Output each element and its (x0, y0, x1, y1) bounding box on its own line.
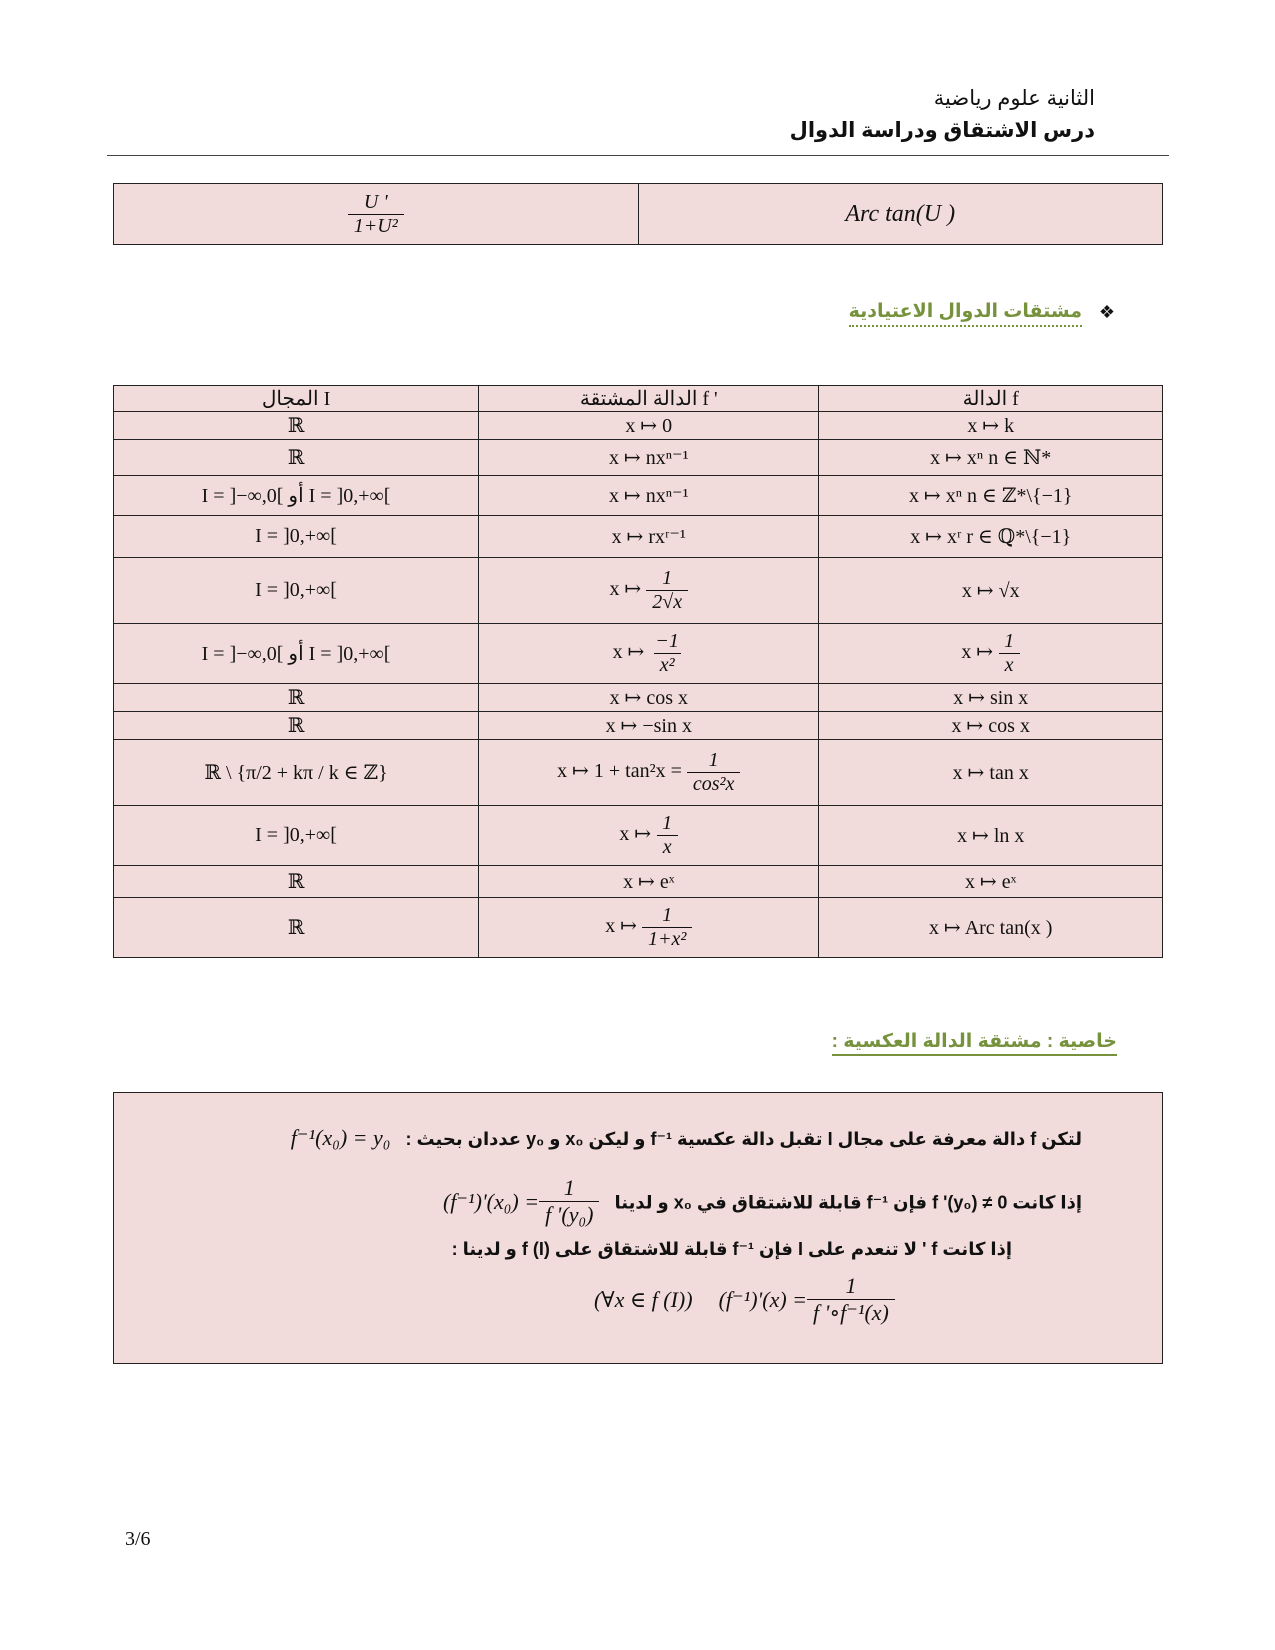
numerator: 1 (662, 567, 673, 589)
derivative-prefix: x ↦ 1 + tan²x = (557, 760, 682, 783)
arctan-u-function: Arc tan(U ) (638, 184, 1163, 245)
numerator: 1 (845, 1273, 857, 1298)
derivative-prefix: x ↦ (619, 823, 652, 846)
denominator: f '∘f⁻¹(x) (807, 1299, 895, 1326)
denominator: f '(y₀) (539, 1201, 599, 1228)
formula-lhs: (f⁻¹)'(x₀) = (442, 1188, 540, 1214)
derivative-cell: x ↦ rxʳ⁻¹ (479, 516, 819, 558)
function-cell: x ↦ sin x (819, 684, 1163, 712)
inverse-derivative-title: خاصية : مشتقة الدالة العكسية : (832, 1030, 1117, 1056)
domain-cell: I = ]0,+∞[ (114, 558, 479, 624)
denominator: 1+x² (642, 927, 692, 951)
function-cell: x ↦ xʳ r ∈ ℚ*\{−1} (819, 516, 1163, 558)
table-row (114, 440, 1163, 476)
property-line-3: إذا كانت f ' لا تنعدم على I فإن f⁻¹ قابلة للاشتقاق على f (I) و لدينا : (451, 1239, 1012, 1259)
domain-cell: I = ]0,+∞[ (114, 806, 479, 866)
function-cell: x ↦ Arc tan(x ) (819, 898, 1163, 958)
table-row (114, 712, 1163, 740)
derivative-cell: x ↦ 0 (479, 412, 819, 440)
fraction (642, 904, 692, 951)
derivative-cell: x ↦ cos x (479, 684, 819, 712)
property-line-1-math: f⁻¹(x₀) = y₀ (290, 1125, 391, 1150)
numerator: 1 (563, 1175, 575, 1200)
derivative-cell: x ↦ −sin x (479, 712, 819, 740)
function-cell: x ↦ eˣ (819, 866, 1163, 898)
function-prefix: x ↦ (961, 641, 994, 664)
denominator: 2√x (646, 590, 688, 614)
table-row (114, 740, 1163, 806)
numerator: 1 (708, 749, 719, 771)
derivative-cell (479, 898, 819, 958)
domain-cell: ℝ (114, 712, 479, 740)
derivative-cell: x ↦ nxⁿ⁻¹ (479, 440, 819, 476)
arctan-u-table (113, 183, 1163, 245)
function-cell: x ↦ tan x (819, 740, 1163, 806)
arctan-u-derivative (114, 184, 639, 245)
denominator: 1+U² (348, 214, 404, 238)
fraction (649, 630, 685, 677)
quantifier: (∀x ∈ f (I)) (594, 1286, 693, 1312)
property-line-2-text: إذا كانت f '(y₀) ≠ 0 فإن f⁻¹ قابلة للاشتقاق في x₀ و لدينا (614, 1192, 1082, 1213)
table-header-row (114, 386, 1163, 412)
function-cell: x ↦ √x (819, 558, 1163, 624)
domain-cell: ℝ (114, 412, 479, 440)
table-row (114, 558, 1163, 624)
property-line-2-formula (443, 1175, 599, 1228)
denominator: x (657, 835, 678, 859)
function-cell (819, 624, 1163, 684)
function-cell: x ↦ k (819, 412, 1163, 440)
numerator: 1 (1004, 630, 1015, 652)
derivative-prefix: x ↦ (609, 578, 642, 601)
fraction (998, 630, 1020, 677)
formula-lhs: (f⁻¹)'(x) = (718, 1286, 808, 1312)
derivative-cell (479, 558, 819, 624)
derivative-cell: x ↦ eˣ (479, 866, 819, 898)
fraction (646, 567, 688, 614)
property-line-4 (594, 1273, 895, 1326)
function-cell: x ↦ xⁿ n ∈ ℕ* (819, 440, 1163, 476)
fraction (687, 749, 741, 796)
denominator: x (999, 653, 1020, 677)
numerator: U ' (363, 190, 388, 213)
property-line-2 (443, 1175, 1082, 1228)
denominator: cos²x (687, 772, 741, 796)
table-row (114, 624, 1163, 684)
domain-cell: ℝ (114, 866, 479, 898)
derivative-prefix: x ↦ (605, 915, 637, 938)
derivatives-table (113, 385, 1163, 958)
fraction (656, 812, 678, 859)
fraction (539, 1175, 599, 1228)
usual-derivatives-title: مشتقات الدوال الاعتيادية (849, 300, 1082, 327)
derivative-cell (479, 624, 819, 684)
property-line-1 (291, 1125, 1082, 1151)
header-function: الدالة f (819, 386, 1163, 412)
table-row (114, 806, 1163, 866)
header-derivative: الدالة المشتقة f ' (479, 386, 819, 412)
property-line-1-text: لتكن f دالة معرفة على مجال I تقبل دالة عكسية f⁻¹ و ليكن x₀ و y₀ عددان بحيث : (405, 1129, 1082, 1149)
function-cell: x ↦ ln x (819, 806, 1163, 866)
numerator: 1 (662, 904, 673, 926)
derivative-prefix: x ↦ (612, 641, 645, 664)
fraction (807, 1273, 895, 1326)
table-row (114, 866, 1163, 898)
header-divider (107, 155, 1169, 156)
domain-cell: I = ]−∞,0[ أو I = ]0,+∞[ (114, 476, 479, 516)
derivative-cell (479, 740, 819, 806)
domain-cell: ℝ (114, 684, 479, 712)
class-level: الثانية علوم رياضية (933, 87, 1095, 110)
denominator: x² (654, 653, 681, 677)
domain-cell: ℝ (114, 898, 479, 958)
numerator: 1 (662, 812, 673, 834)
inverse-property-box (113, 1092, 1163, 1364)
domain-cell: ℝ \ {π/2 + kπ / k ∈ ℤ} (114, 740, 479, 806)
bullet-icon: ❖ (1098, 302, 1115, 322)
domain-cell: ℝ (114, 440, 479, 476)
domain-cell: I = ]−∞,0[ أو I = ]0,+∞[ (114, 624, 479, 684)
table-row (114, 898, 1163, 958)
header-domain: المجال I (114, 386, 479, 412)
numerator: −1 (655, 630, 679, 652)
page-number: 3/6 (125, 1528, 151, 1550)
derivative-cell (479, 806, 819, 866)
table-row (114, 412, 1163, 440)
function-cell: x ↦ cos x (819, 712, 1163, 740)
domain-cell: I = ]0,+∞[ (114, 516, 479, 558)
table-row (114, 476, 1163, 516)
function-cell: x ↦ xⁿ n ∈ ℤ*\{−1} (819, 476, 1163, 516)
derivative-cell: x ↦ nxⁿ⁻¹ (479, 476, 819, 516)
table-row (114, 516, 1163, 558)
fraction (348, 191, 404, 238)
lesson-title: درس الاشتقاق ودراسة الدوال (789, 119, 1095, 142)
table-row (114, 684, 1163, 712)
